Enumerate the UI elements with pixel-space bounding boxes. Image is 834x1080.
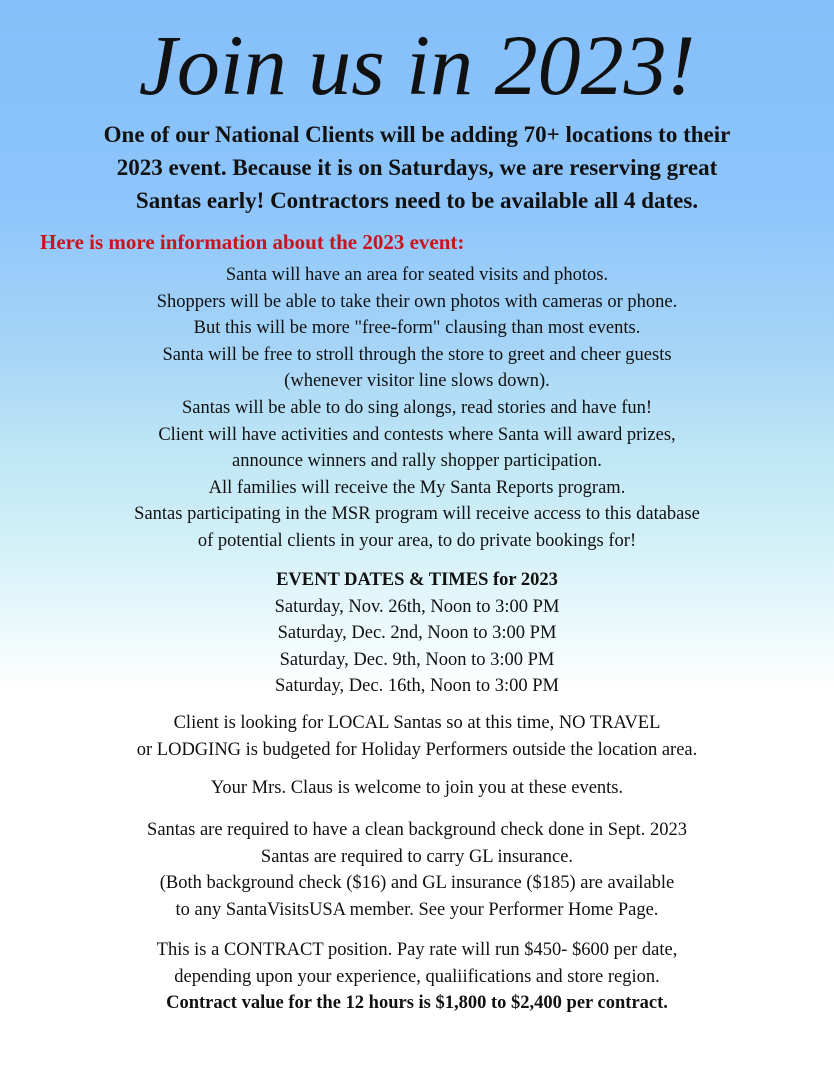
requirement-line: to any SantaVisitsUSA member. See your Performer Home Page.	[175, 899, 659, 920]
local-line: Client is looking for LOCAL Santas so at this time, NO TRAVEL	[173, 713, 661, 733]
contract-value: Contract value for the 12 hours is $1,800 to $2,400 per contract.	[166, 993, 668, 1014]
mrs-claus-note: Your Mrs. Claus is welcome to join you at these events.	[210, 778, 624, 798]
dates-heading: EVENT DATES & TIMES for 2023	[276, 570, 558, 590]
local-note	[0, 710, 834, 763]
contract-info	[0, 937, 834, 1017]
local-line: or LODGING is budgeted for Holiday Performers outside the location area.	[136, 739, 698, 760]
info-heading: Here is more information about the 2023 event:	[40, 230, 465, 254]
date-line: Saturday, Dec. 16th, Noon to 3:00 PM	[275, 676, 559, 697]
info-line: (whenever visitor line slows down).	[284, 371, 550, 392]
info-line: of potential clients in your area, to do private bookings for!	[197, 530, 637, 551]
requirement-line: (Both background check ($16) and GL insurance ($185) are available	[159, 873, 675, 894]
date-line: Saturday, Dec. 9th, Noon to 3:00 PM	[279, 649, 555, 670]
info-list	[0, 262, 834, 555]
info-line: Shoppers will be able to take their own photos with cameras or phone.	[156, 291, 678, 312]
date-line: Saturday, Nov. 26th, Noon to 3:00 PM	[274, 596, 560, 617]
info-line: Client will have activities and contests where Santa will award prizes,	[158, 424, 676, 445]
info-line: Santas will be able to do sing alongs, read stories and have fun!	[181, 397, 653, 418]
contract-line: depending upon your experience, qualiifications and store region.	[174, 966, 660, 987]
requirements	[0, 817, 834, 923]
info-line: But this will be more "free-form" clausing than most events.	[193, 318, 641, 339]
contract-line: This is a CONTRACT position. Pay rate will run $450- $600 per date,	[156, 940, 678, 960]
event-dates	[0, 567, 834, 700]
info-line: announce winners and rally shopper participation.	[232, 451, 602, 472]
intro-line: Santas early! Contractors need to be available all 4 dates.	[135, 188, 699, 213]
info-line: Santas participating in the MSR program will receive access to this database	[134, 504, 700, 525]
info-line: Santa will have an area for seated visits and photos.	[225, 265, 609, 285]
info-line: Santa will be free to stroll through the store to greet and cheer guests	[162, 344, 672, 365]
requirement-line: Santas are required to have a clean background check done in Sept. 2023	[147, 820, 687, 840]
page-title: Join us in 2023!	[138, 17, 696, 113]
intro-line: 2023 event. Because it is on Saturdays, we are reserving great	[116, 155, 718, 180]
info-line: All families will receive the My Santa Reports program.	[208, 477, 626, 498]
intro-text	[0, 118, 834, 217]
intro-line: One of our National Clients will be adding 70+ locations to their	[103, 122, 731, 147]
date-line: Saturday, Dec. 2nd, Noon to 3:00 PM	[277, 623, 557, 644]
requirement-line: Santas are required to carry GL insurance.	[260, 846, 574, 867]
